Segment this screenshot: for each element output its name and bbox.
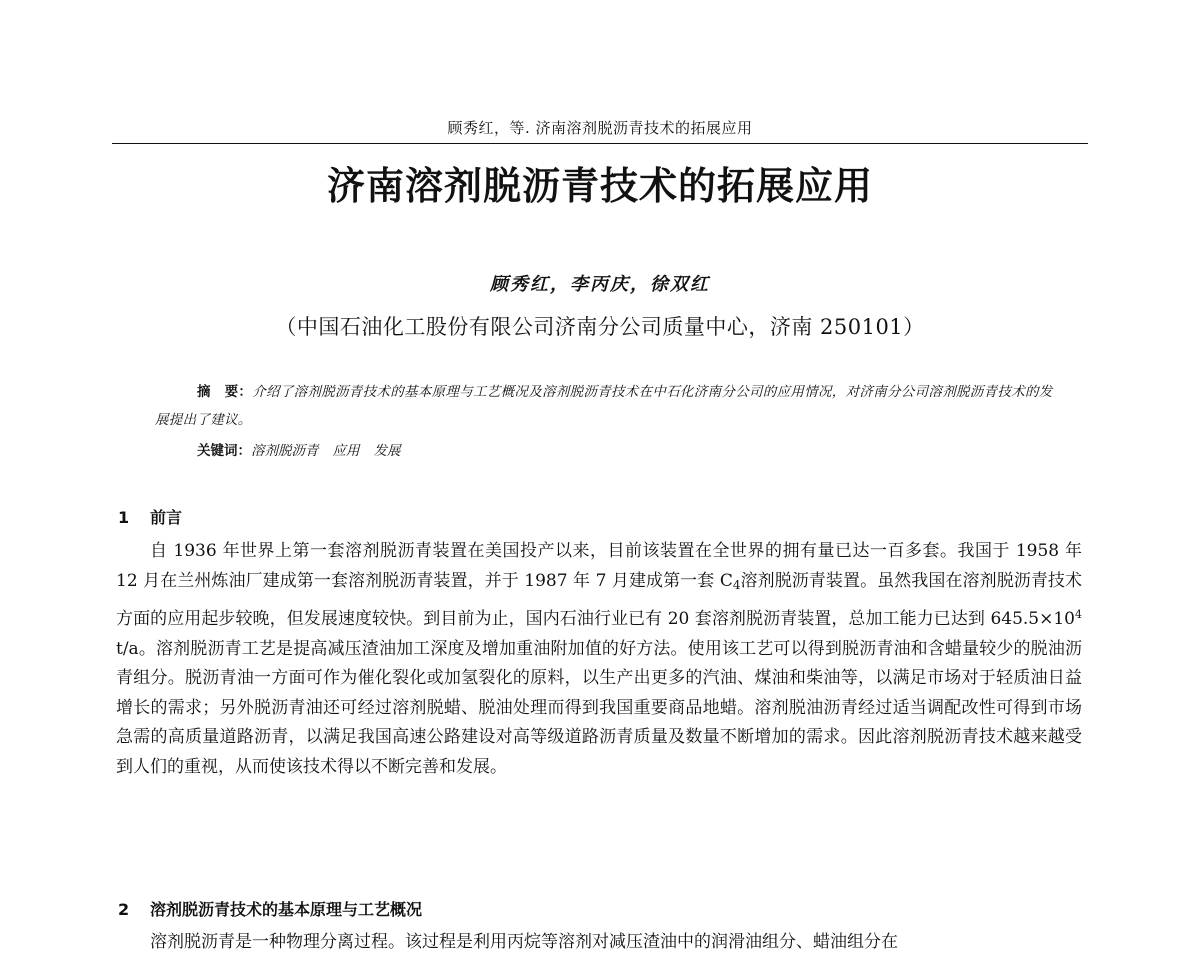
section-title: 溶剂脱沥青技术的基本原理与工艺概况 — [150, 900, 423, 919]
paragraph-text: 自 1936 年世界上第一套溶剂脱沥青装置在美国投产以来，目前该装置在全世界的拥有量已达一百多套。我国于 1958 年 12 月在兰州炼油厂建成第一套溶剂脱沥青装置，并于 1987 年 7 月建成第一套 C — [116, 541, 1082, 591]
section-heading-1 — [118, 504, 1078, 532]
superscript: 4 — [1075, 608, 1082, 621]
subscript: 4 — [732, 577, 741, 592]
keywords-label: 关键词： — [197, 443, 251, 459]
authors: 顾秀红，李丙庆，徐双红 — [490, 274, 710, 295]
section-title: 前言 — [150, 508, 183, 527]
keyword: 发展 — [373, 443, 401, 459]
paragraph-text: 溶剂脱沥青装置。虽然我国在溶剂脱沥青技术方面的应用起步较晚，但发展速度较快。到目前为止，国内石油行业已有 20 套溶剂脱沥青装置，总加工能力已达到 645.5×10 — [116, 570, 1083, 629]
abstract — [155, 378, 1060, 434]
paper-title: 济南溶剂脱沥青技术的拓展应用 — [326, 164, 873, 208]
keyword: 应用 — [332, 443, 360, 459]
keywords — [197, 437, 1057, 465]
header-rule — [112, 143, 1088, 144]
paragraph-text: t/a。溶剂脱沥青工艺是提高减压渣油加工深度及增加重油附加值的好方法。使用该工艺可以得到脱沥青油和含蜡量较少的脱油沥青组分。脱沥青油一方面可作为催化裂化或加氢裂化的原料，以生产出更多的汽油、煤油和柴油等，以满足市场对于轻质油日益增长的需求；另外脱沥青油还可经过溶剂脱蜡、脱油处理而得到我国重要商品地蜡。溶剂脱油沥青经过适当调配改性可得到市场急需的高质量道路沥青，以满足我国高速公路建设对高等级道路沥青质量及数量不断增加的需求。因此溶剂脱沥青技术越来越受到人们的重视，从而使该技术得以不断完善和发展。 — [116, 638, 1082, 777]
section-heading-2 — [118, 896, 1078, 924]
section-number: 2 — [118, 900, 130, 919]
affiliation: （中国石油化工股份有限公司济南分公司质量中心，济南 250101） — [275, 315, 925, 339]
running-header: 顾秀红，等. 济南溶剂脱沥青技术的拓展应用 — [447, 119, 753, 137]
section-number: 1 — [118, 508, 130, 527]
paragraph — [116, 537, 1082, 782]
paragraph: 溶剂脱沥青是一种物理分离过程。该过程是利用丙烷等溶剂对减压渣油中的润滑油组分、蜡油组分在 — [150, 932, 898, 952]
abstract-label: 摘 要： — [197, 384, 253, 400]
keyword: 溶剂脱沥青 — [251, 443, 319, 459]
section-2-body — [116, 928, 1082, 958]
abstract-text: 介绍了溶剂脱沥青技术的基本原理与工艺概况及溶剂脱沥青技术在中石化济南分公司的应用情况，对济南分公司溶剂脱沥青技术的发展提出了建议。 — [155, 384, 1053, 428]
section-1-body — [116, 537, 1082, 782]
